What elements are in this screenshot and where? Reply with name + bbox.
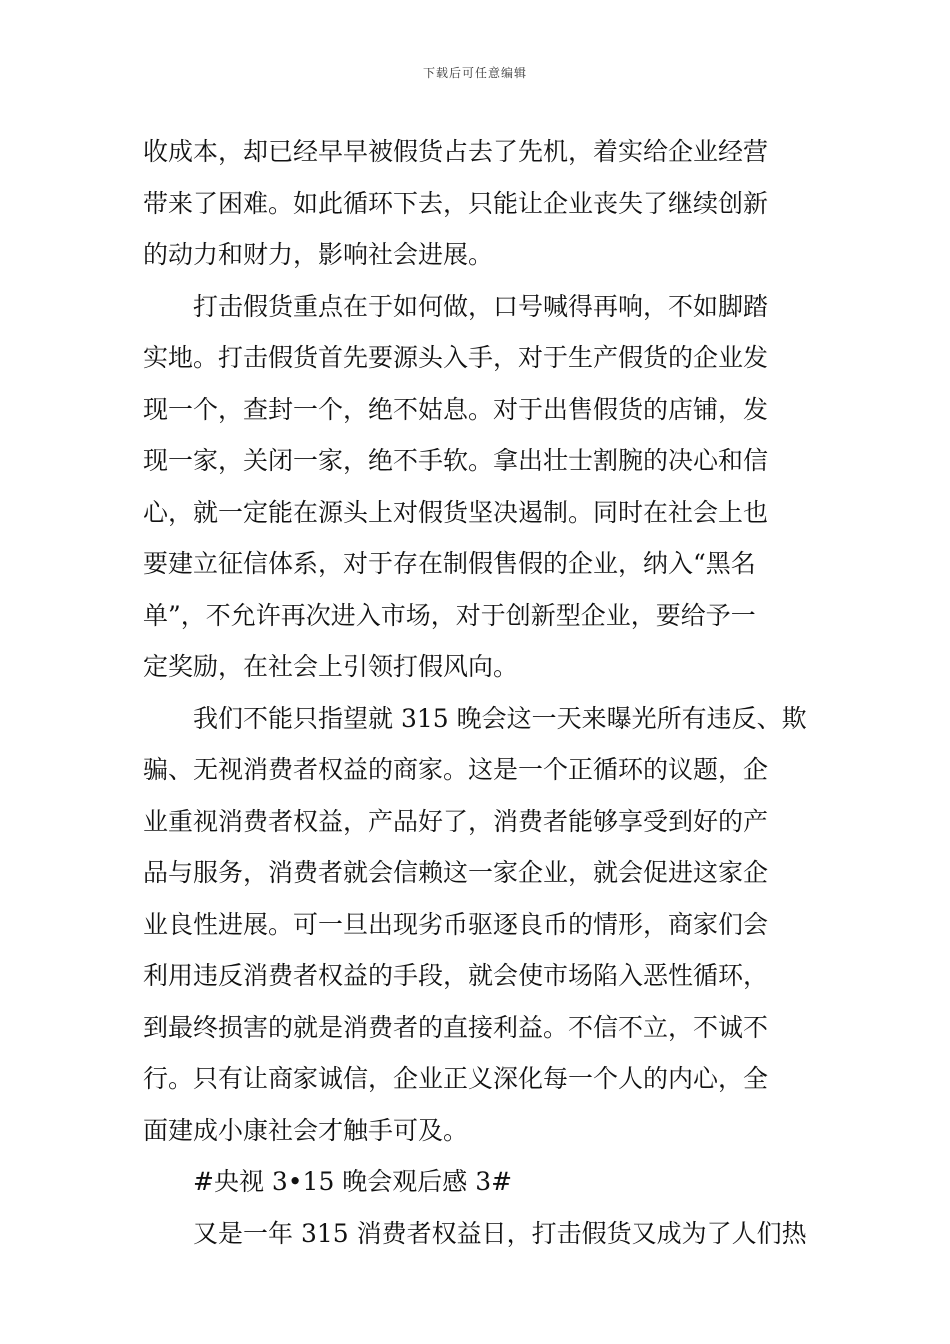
text-line: 单”，不允许再次进入市场，对于创新型企业，要给予一 xyxy=(143,600,756,630)
text-line: 又是一年 315 消费者权益日，打击假货又成为了人们热 xyxy=(193,1218,807,1248)
text-line: 要建立征信体系，对于存在制假售假的企业，纳入“黑名 xyxy=(143,549,756,578)
page-header: 下载后可任意编辑 xyxy=(422,66,527,80)
text-line: 骗、无视消费者权益的商家。这是一个正循环的议题，企 xyxy=(143,755,769,784)
text-line: 业重视消费者权益，产品好了，消费者能够享受到好的产 xyxy=(143,806,769,836)
text-line: 业良性进展。可一旦出现劣币驱逐良币的情形，商家们会 xyxy=(143,909,769,939)
text-line: 实地。打击假货首先要源头入手，对于生产假货的企业发 xyxy=(143,343,769,372)
text-line: 面建成小康社会才触手可及。 xyxy=(143,1115,469,1145)
text-line: 利用违反消费者权益的手段，就会使市场陷入恶性循环， xyxy=(143,961,769,990)
text-line: 心，就一定能在源头上对假货坚决遏制。同时在社会上也 xyxy=(143,497,769,527)
text-line: 我们不能只指望就 315 晚会这一天来曝光所有违反、欺 xyxy=(193,703,807,733)
text-line: 带来了困难。如此循环下去，只能让企业丧失了继续创新 xyxy=(143,188,769,218)
text-line: 行。只有让商家诚信，企业正义深化每一个人的内心，全 xyxy=(143,1064,769,1093)
text-line: 的动力和财力，影响社会进展。 xyxy=(143,240,494,269)
text-line: 现一家，关闭一家，绝不手软。拿出壮士割腕的决心和信 xyxy=(143,446,769,475)
text-line: 到最终损害的就是消费者的直接利益。不信不立，不诚不 xyxy=(143,1012,769,1042)
text-line: 打击假货重点在于如何做，口号喊得再响，不如脚踏 xyxy=(193,291,769,321)
text-line: 定奖励，在社会上引领打假风向。 xyxy=(143,652,519,681)
document-body xyxy=(143,126,809,1259)
text-line: 品与服务，消费者就会信赖这一家企业，就会促进这家企 xyxy=(143,858,769,887)
text-line: 收成本，却已经早早被假货占去了先机，着实给企业经营 xyxy=(143,137,769,166)
section-heading: #央视 3•15 晚会观后感 3# xyxy=(193,1167,513,1196)
text-line: 现一个，查封一个，绝不姑息。对于出售假货的店铺，发 xyxy=(143,394,769,424)
